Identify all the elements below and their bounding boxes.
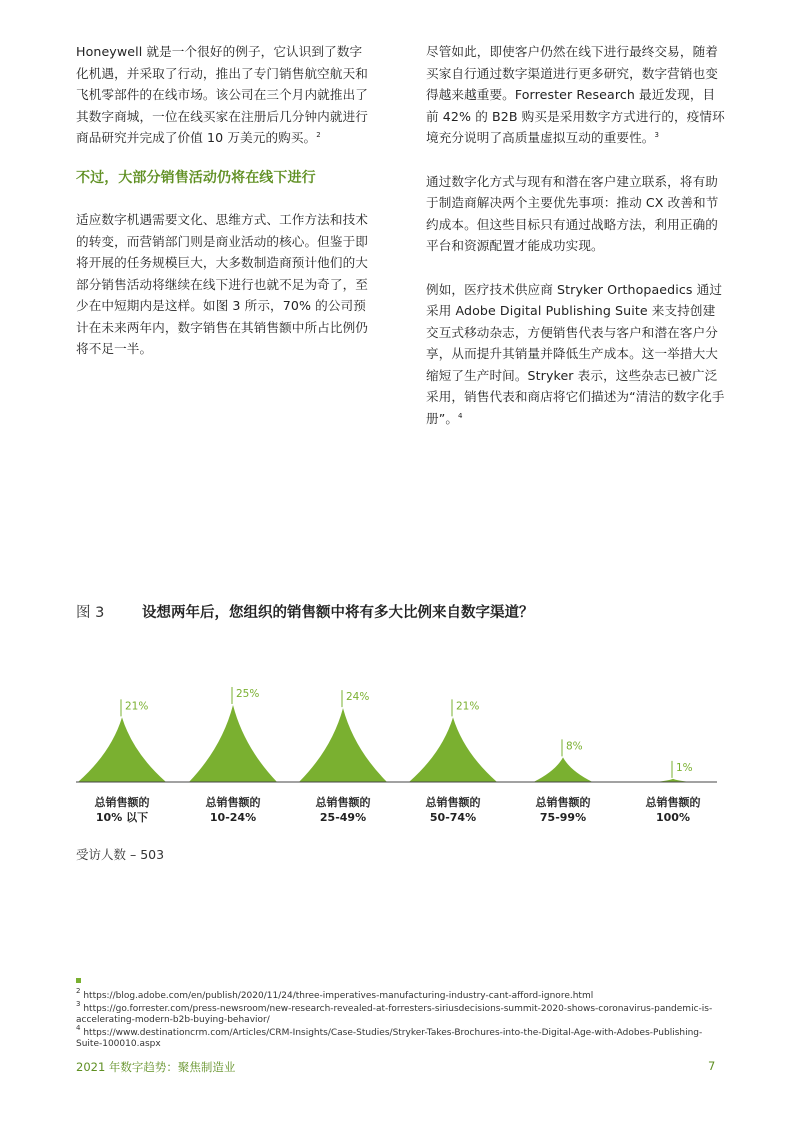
- chart-mound-5: [534, 757, 593, 782]
- left-column: [76, 41, 368, 360]
- category-label-1-2: 10% 以下: [95, 811, 149, 824]
- paragraph-digital-connection: 通过数字化方式与现有和潜在客户建立联系，将有助于制造商解决两个主要优先事项：推动 CX 改善和节约成本。但这些目标只有通过战略方法，利用正确的平台和资源配置才能成功实现。: [426, 173, 719, 253]
- value-label-4: 21%: [456, 700, 480, 713]
- category-label-6-1: 总销售额的: [645, 796, 701, 809]
- paragraph-offline-sales: 适应数字机遇需要文化、思维方式、工作方法和技术的转变，而营销部门则是商业活动的核心。但鉴于即将开展的任务规模巨大，大多数制造商预计他们的大部分销售活动将继续在线下进行也就不足为奇了，至少在中短期内是这样。如图 3 所示，70% 的公司预计在未来两年内，数字销售在其销售额中所占比例仍将不足一半。: [76, 212, 368, 356]
- category-label-3-2: 25-49%: [319, 811, 367, 824]
- category-label-4-1: 总销售额的: [425, 796, 481, 809]
- footnote-marker: [76, 978, 81, 983]
- figure-label: 图 3: [76, 605, 105, 621]
- footnote-3-link[interactable]: https://go.forrester.com/press-newsroom/new-research-revealed-at-forresters-siriusdecisions-summit-2020-shows-coronavirus-pandemic-is-accelerating-modern-b2b-buying-behavior/: [76, 1003, 713, 1025]
- category-label-2-2: 10-24%: [209, 811, 257, 824]
- chart-mound-1: [78, 717, 166, 782]
- chart-mound-6: [656, 779, 690, 782]
- value-label-6: 1%: [676, 761, 693, 774]
- category-label-3-1: 总销售额的: [315, 796, 371, 809]
- page-number: 7: [708, 1059, 716, 1073]
- category-label-5-2: 75-99%: [539, 811, 587, 824]
- footnote-2: $^2$ https://blog.adobe.com/en/publish/2020/11/24/three-imperatives-manufacturing-industry-cant-afford-ignore.html: [76, 987, 594, 1001]
- footnote-ref-2[interactable]: 2: [316, 131, 321, 139]
- footer-title: 2021 年数字趋势：聚焦制造业: [76, 1060, 236, 1074]
- value-label-3: 24%: [346, 691, 370, 704]
- footnotes: [76, 987, 716, 1052]
- footnote-2-link[interactable]: https://blog.adobe.com/en/publish/2020/11/24/three-imperatives-manufacturing-industry-cant-afford-ignore.html: [83, 991, 594, 1001]
- chart-mound-2: [189, 705, 277, 782]
- chart-mound-4: [409, 717, 497, 782]
- footnote-3: $^3$ https://go.forrester.com/press-newsroom/new-research-revealed-at-forresters-siriusdecisions-summit-2020-shows-coronavirus-pandemic-is-accelerating-modern-b2b-buying-behavior/: [76, 999, 713, 1025]
- footnote-ref-4[interactable]: 4: [458, 411, 463, 420]
- figure-title: 设想两年后，您组织的销售额中将有多大比例来自数字渠道？: [142, 605, 534, 621]
- value-label-1: 21%: [125, 700, 149, 713]
- value-label-2: 25%: [236, 688, 260, 700]
- category-label-4-2: 50-74%: [429, 811, 477, 824]
- category-label-2-1: 总销售额的: [205, 796, 261, 809]
- right-column: [426, 41, 726, 429]
- chart-mound-3: [299, 708, 387, 782]
- paragraph-forrester: 尽管如此，即使客户仍然在线下进行最终交易，随着买家自行通过数字渠道进行更多研究，数字营销也变得越来越重要。Forrester Research 最近发现，目前 42% 的 B2B 购买是采用数字方式进行的，疫情环境充分说明了高质量虚拟互动的重要性。$^3$: [426, 44, 725, 145]
- paragraph-honeywell: Honeywell 就是一个很好的例子，它认识到了数字化机遇，并采取了行动，推出了专门销售航空航天和飞机零部件的在线市场。该公司在三个月内就推出了其数字商城，一位在线买家在注册后几分钟内就进行商品研究并完成了价值 10 万美元的购买。$^2$: [76, 44, 368, 145]
- category-label-6-2: 100%: [656, 811, 690, 824]
- footnote-4-link[interactable]: https://www.destinationcrm.com/Articles/CRM-Insights/Case-Studies/Stryker-Takes-Brochures-into-the-Digital-Age-with-Adobes-Publishing-Suite-100010.aspx: [76, 1027, 703, 1049]
- section-heading: 不过，大部分销售活动仍将在线下进行: [76, 169, 316, 186]
- category-label-5-1: 总销售额的: [535, 796, 591, 809]
- respondent-count: 受访人数 – 503: [76, 847, 165, 862]
- footnote-4: $^4$ https://www.destinationcrm.com/Articles/CRM-Insights/Case-Studies/Stryker-Takes-Brochures-into-the-Digital-Age-with-Adobes-Publishing-Suite-100010.aspx: [76, 1023, 703, 1049]
- footnote-ref-3[interactable]: 3: [654, 131, 660, 139]
- value-label-5: 8%: [566, 740, 583, 753]
- paragraph-stryker: 例如，医疗技术供应商 Stryker Orthopaedics 通过采用 Adobe Digital Publishing Suite 来支持创建交互式移动杂志，方便销售代表与客户和潜在客户分享，从而提升其销量并降低生产成本。这一举措大大缩短了生产时间。Stryker 表示，这些杂志已被广泛采用，销售代表和商店将它们描述为“清洁的数字化手册”。$^4$: [426, 281, 725, 426]
- category-label-1-1: 总销售额的: [94, 796, 150, 809]
